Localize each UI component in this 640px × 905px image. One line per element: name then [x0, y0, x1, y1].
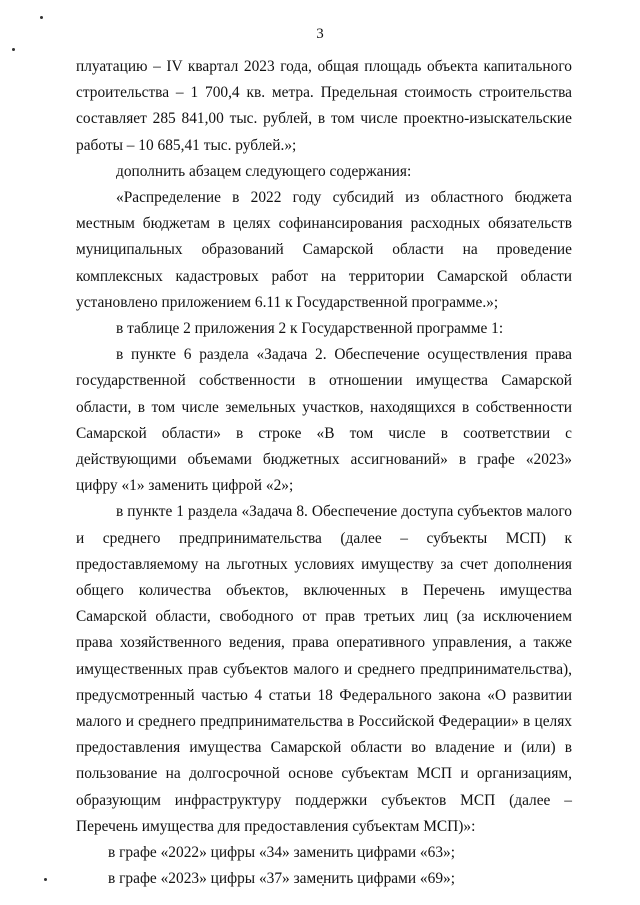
- scan-speck: [44, 878, 47, 881]
- document-body: [76, 54, 572, 893]
- paragraph-3: «Распределение в 2022 году субсидий из областного бюджета местным бюджетам в целях софинансирования расходных обязательств муниципальных образований Самарской области на проведение комплексных кадастровых работ на территории Самарской области установлено приложением 6.11 к Государственной программе.»;: [76, 189, 572, 311]
- paragraph-1: плуатацию – IV квартал 2023 года, общая площадь объекта капитального строительства – 1 700,4 кв. метра. Предельная стоимость строительства составляет 285 841,00 тыс. рублей, в том числе проектно-изыскательские работы – 10 685,41 тыс. рублей.»;: [76, 58, 572, 154]
- paragraph-7: в графе «2022» цифры «34» заменить цифрами «63»;: [108, 844, 455, 862]
- paragraph-2: дополнить абзацем следующего содержания:: [116, 162, 412, 180]
- page-number: 3: [316, 26, 324, 42]
- paragraph-4: в таблице 2 приложения 2 к Государственной программе 1:: [116, 320, 504, 338]
- scan-speck: [40, 16, 43, 19]
- paragraph-5: в пункте 6 раздела «Задача 2. Обеспечение осуществления права государственной собственности в отношении имущества Самарской области, в том числе земельных участков, находящихся в собственности Самарской области» в строке «В том числе в соответствии с действующими объемами бюджетных ассигнований» в графе «2023» цифру «1» заменить цифрой «2»;: [76, 346, 572, 495]
- paragraph-6: в пункте 1 раздела «Задача 8. Обеспечение доступа субъектов малого и среднего предпринимательства (далее – субъекты МСП) к предоставляемому на льготных условиях имуществу за счет дополнения общего количества объектов, включенных в Перечень имущества Самарской области, свободного от прав третьих лиц (за исключением права хозяйственного ведения, права оперативного управления, а также имущественных прав субъектов малого и среднего предпринимательства), предусмотренный частью 4 статьи 18 Федерального закона «О развитии малого и среднего предпринимательства в Российской Федерации» в целях предоставления имущества Самарской области во владение и (или) в пользование на долгосрочной основе субъектам МСП и организациям, образующим инфраструктуру поддержки субъектов МСП (далее – Перечень имущества для предоставления субъектам МСП)»:: [76, 503, 572, 835]
- scan-speck: [12, 48, 15, 51]
- paragraph-8: в графе «2023» цифры «37» заменить цифрами «69»;: [108, 870, 455, 888]
